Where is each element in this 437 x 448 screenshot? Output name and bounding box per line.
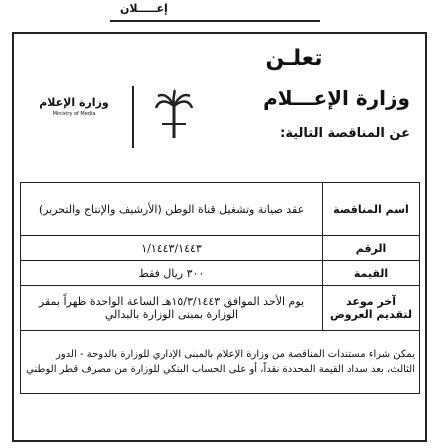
row-value: ١/١٤٤٣/١٤٤٣ — [21, 236, 323, 261]
ministry-name-ar: وزارة الإعلام — [39, 96, 109, 109]
top-rule — [110, 20, 320, 22]
logo-divider — [132, 86, 134, 148]
table-row — [21, 236, 420, 261]
top-heading: إعـــــلان — [120, 2, 168, 15]
announcement-document — [12, 32, 427, 442]
top-strip — [0, 0, 437, 28]
row-label: اسم المناقصة — [323, 183, 420, 236]
row-label: الرقم — [323, 236, 420, 261]
table-row — [21, 286, 420, 331]
palm-tree-emblem-icon — [154, 88, 194, 140]
table-row — [21, 261, 420, 286]
table-row — [21, 331, 420, 394]
tender-table — [20, 182, 420, 394]
ministry-title: وزارة الإعـــلام — [263, 86, 410, 110]
row-value: عقد صيانة وتشغيل قناة الوطن (الأرشيف والإنتاج والتحرير) — [21, 183, 323, 236]
table-row — [21, 183, 420, 236]
announce-label: تعلـن — [265, 46, 323, 71]
ministry-name-en: Ministry of Media — [52, 111, 96, 117]
document-header — [14, 34, 425, 184]
row-label: آخر موعد لتقديم العروض — [323, 286, 420, 331]
row-value: ٣٠٠ ريال فقط — [21, 261, 323, 286]
row-note: يمكن شراء مستندات المناقصة من وزارة الإعلام بالمبنى الإداري للوزارة بالدوحة - الدور الثالث، بعد سداد القيمة المحددة نقداً، أو على الحساب البنكي للوزارة من مصرف قطر الوطني — [21, 331, 420, 394]
row-value: يوم الأحد الموافق ١٥/٣/١٤٤٣هـ الساعة الواحدة ظهراً بمقر الوزارة بمبنى الوزارة بالبدالي — [21, 286, 323, 331]
ministry-logo-text — [24, 96, 124, 117]
tender-subheading: عن المناقصة التالية: — [280, 126, 410, 141]
row-label: القيمة — [323, 261, 420, 286]
